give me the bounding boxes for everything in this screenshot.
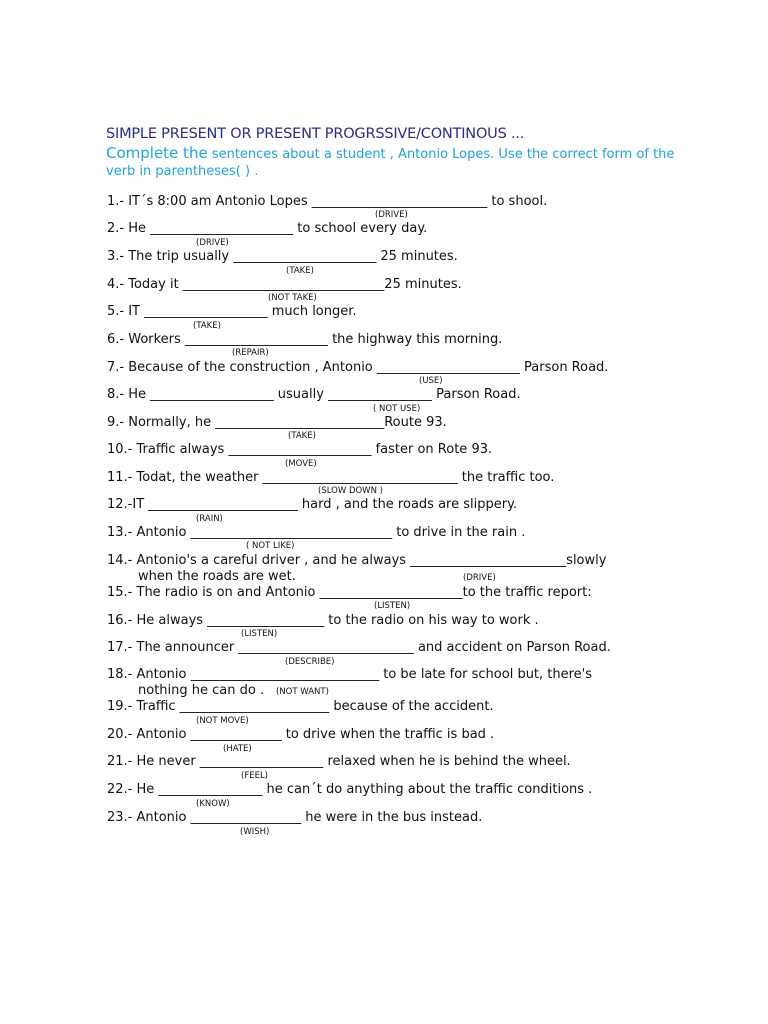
verb-hint-17: (DESCRIBE)	[285, 657, 335, 667]
verb-hint-4: (NOT TAKE)	[268, 293, 317, 303]
exercise-line-13: 13.- Antonio _______________________________ to drive in the rain .	[107, 525, 526, 540]
instructions-lead: Complete the	[106, 144, 208, 162]
verb-hint-5: (TAKE)	[193, 321, 221, 331]
verb-hint-16: (LISTEN)	[241, 629, 278, 639]
exercise-line-17: 17.- The announcer ___________________________ and accident on Parson Road.	[107, 640, 611, 655]
exercise-line-3: 3.- The trip usually ______________________ 25 minutes.	[107, 249, 458, 264]
worksheet-title: SIMPLE PRESENT OR PRESENT PROGRSSIVE/CONTINOUS ...	[106, 126, 525, 142]
verb-hint-22: (KNOW)	[196, 799, 230, 809]
exercise-line-14-continued: when the roads are wet.	[138, 569, 296, 584]
verb-hint-20: (HATE)	[223, 744, 252, 754]
instructions	[106, 145, 676, 180]
exercise-line-6: 6.- Workers ______________________ the highway this morning.	[107, 332, 503, 347]
exercise-line-23: 23.- Antonio _________________ he were in the bus instead.	[107, 810, 483, 825]
exercise-line-8: 8.- He ___________________ usually ________________ Parson Road.	[107, 387, 521, 402]
verb-hint-1: (DRIVE)	[375, 210, 408, 220]
verb-hint-11: (SLOW DOWN )	[318, 486, 383, 496]
exercise-line-20: 20.- Antonio ______________ to drive when the traffic is bad .	[107, 727, 495, 742]
exercise-line-21: 21.- He never ___________________ relaxed when he is behind the wheel.	[107, 754, 571, 769]
exercise-line-7: 7.- Because of the construction , Antonio ______________________ Parson Road.	[107, 360, 609, 375]
verb-hint-2: (DRIVE)	[196, 238, 229, 248]
verb-hint-6: (REPAIR)	[232, 348, 269, 358]
exercise-line-4: 4.- Today it _______________________________25 minutes.	[107, 277, 462, 292]
verb-hint-3: (TAKE)	[286, 266, 314, 276]
verb-hint-23: (WISH)	[240, 827, 270, 837]
verb-hint-18: (NOT WANT)	[276, 687, 329, 697]
exercise-line-9: 9.- Normally, he __________________________Route 93.	[107, 415, 447, 430]
exercise-line-16: 16.- He always __________________ to the radio on his way to work .	[107, 613, 539, 628]
verb-hint-15: (LISTEN)	[374, 601, 411, 611]
exercise-line-12: 12.-IT _______________________ hard , and the roads are slippery.	[107, 497, 518, 512]
exercise-line-10: 10.- Traffic always ______________________ faster on Rote 93.	[107, 442, 493, 457]
exercise-line-15: 15.- The radio is on and Antonio ______________________to the traffic report:	[107, 585, 592, 600]
exercise-line-18: 18.- Antonio _____________________________ to be late for school but, there's	[107, 667, 593, 682]
exercise-line-19: 19.- Traffic _______________________ because of the accident.	[107, 699, 494, 714]
verb-hint-8: ( NOT USE)	[373, 404, 421, 414]
exercise-line-5: 5.- IT ___________________ much longer.	[107, 304, 357, 319]
instructions-text: sentences about a student , Antonio Lopes. Use the correct form of the verb in parentheses( ) .	[106, 147, 675, 179]
verb-hint-12: (RAIN)	[196, 514, 223, 524]
verb-hint-21: (FEEL)	[241, 771, 268, 781]
exercise-line-1: 1.- IT´s 8:00 am Antonio Lopes ___________________________ to shool.	[107, 194, 548, 209]
verb-hint-7: (USE)	[419, 376, 443, 386]
exercise-line-2: 2.- He ______________________ to school every day.	[107, 221, 428, 236]
verb-hint-14: (DRIVE)	[463, 573, 496, 583]
exercise-line-14: 14.- Antonio's a careful driver , and he always ________________________slowly	[107, 553, 607, 568]
exercise-line-11: 11.- Todat, the weather ______________________________ the traffic too.	[107, 470, 555, 485]
exercise-line-22: 22.- He ________________ he can´t do anything about the traffic conditions .	[107, 782, 593, 797]
verb-hint-19: (NOT MOVE)	[196, 716, 249, 726]
exercise-line-18-continued: nothing he can do .	[138, 683, 265, 698]
verb-hint-10: (MOVE)	[285, 459, 317, 469]
verb-hint-9: (TAKE)	[288, 431, 316, 441]
verb-hint-13: ( NOT LIKE)	[246, 541, 295, 551]
